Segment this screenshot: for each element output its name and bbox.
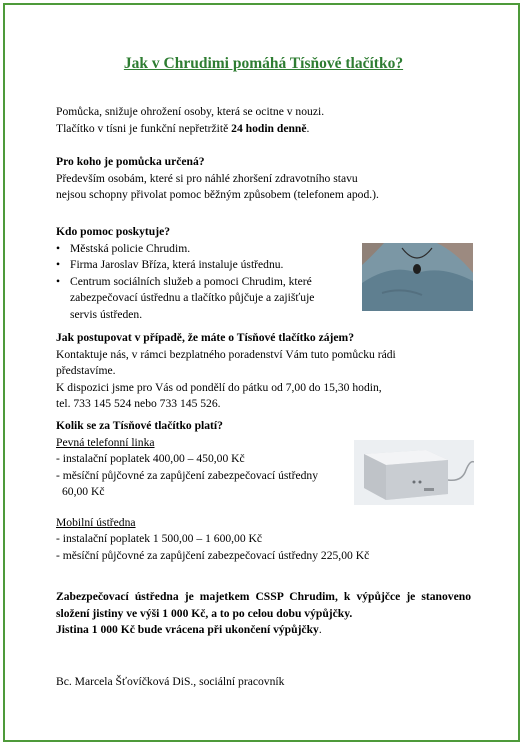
providers-list: [56, 241, 351, 324]
for-whom-line-2: nejsou schopny přivolat pomoc běžným způsobem (telefonem apod.).: [56, 188, 379, 201]
intro-line-2: Tlačítko v tísni je funkční nepřetržitě 24 hodin denně.: [56, 121, 310, 135]
mobile-rent: - měsíční půjčovné za zapůjčení zabezpečovací ústředny 225,00 Kč: [56, 548, 370, 562]
for-whom-heading: Pro koho je pomůcka určená?: [56, 155, 205, 168]
landline-fee: - instalační poplatek 400,00 – 450,00 Kč: [56, 452, 245, 465]
list-item: • Firma Jaroslav Bříza, která instaluje ústřednu.: [56, 257, 351, 274]
hours-highlight: 24 hodin denně: [231, 121, 307, 135]
cost-heading: Kolik se za Tísňové tlačítko platí?: [56, 419, 223, 432]
procedure-line-1: Kontaktuje nás, v rámci bezplatného poradenství Vám tuto pomůcku rádi představíme.: [56, 347, 396, 377]
list-item: • Městská policie Chrudim.: [56, 241, 351, 258]
procedure-phones: tel. 733 145 524 nebo 733 145 526.: [56, 397, 221, 410]
intro-section: [56, 104, 456, 137]
landline-rent: - měsíční půjčovné za zapůjčení zabezpečovací ústředny: [56, 468, 319, 482]
list-item: • Centrum sociálních služeb a pomoci Chrudim, které zabezpečovací ústřednu a tlačítko půjčuje a zajišťuje servis ústředen.: [56, 274, 325, 324]
deposit-return: Jistina 1 000 Kč bude vrácena při ukončení výpůjčky.: [56, 623, 322, 636]
alarm-unit-photo: [354, 440, 474, 505]
intro-line-1: Pomůcka, snižuje ohrožení osoby, která se ocitne v nouzi.: [56, 105, 325, 118]
for-whom-section: [56, 154, 476, 204]
deposit-section: [56, 589, 471, 639]
mobile-fee: - instalační poplatek 1 500,00 – 1 600,00 Kč: [56, 532, 263, 545]
page-title: Jak v Chrudimi pomáhá Tísňové tlačítko?: [123, 55, 404, 72]
procedure-heading: Jak postupovat v případě, že máte o Tísňové tlačítko zájem?: [56, 331, 354, 344]
providers-section: [56, 224, 351, 323]
providers-heading: Kdo pomoc poskytuje?: [56, 225, 171, 238]
deposit-text: Zabezpečovací ústředna je majetkem CSSP Chrudim, k výpůjčce je stanoveno složení jistiny ve výši 1 000 Kč, a to po celou dobu výpůjčky.: [56, 590, 471, 620]
pendant-photo-graphic: [362, 243, 473, 311]
procedure-section: [56, 330, 476, 413]
for-whom-line-1: Především osobám, které si pro náhlé zhoršení zdravotního stavu: [56, 171, 358, 185]
mobile-label: Mobilní ústředna: [56, 515, 136, 529]
procedure-line-2: K dispozici jsme pro Vás od pondělí do pátku od 7,00 do 15,30 hodin,: [56, 380, 382, 394]
landline-label: Pevná telefonní linka: [56, 435, 155, 449]
alarm-unit-graphic: [354, 440, 474, 505]
signature: Bc. Marcela Šťovíčková DiS., sociální pracovník: [56, 675, 285, 688]
landline-rent-amount: 60,00 Kč: [62, 485, 105, 498]
person-wearing-pendant-photo: [362, 243, 473, 311]
